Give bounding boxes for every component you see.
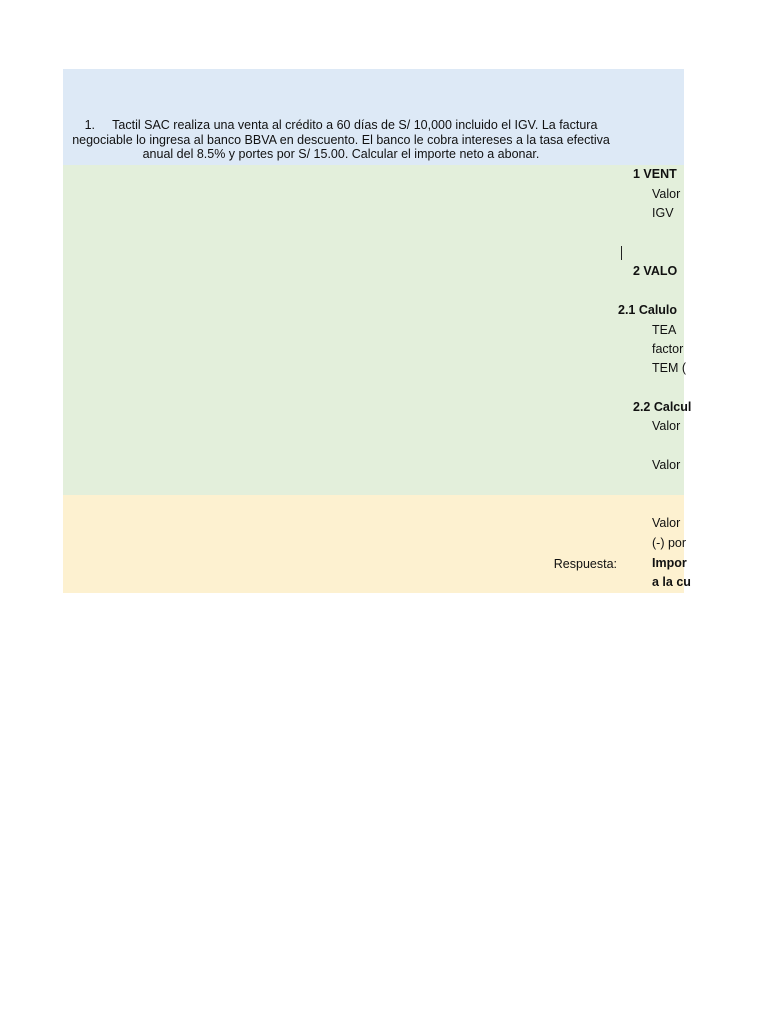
problem-statement: 1. Tactil SAC realiza una venta al crédito a 60 días de S/ 10,000 incluido el IGV. La factura negociable lo ingresa al banco BBVA en descuento. El banco le cobra intereses a la tasa efectiva anual del 8.5% y portes por S/ 15.00. Calcular el importe neto a abonar. <box>72 118 610 162</box>
tem-label: TEM ( <box>652 361 687 375</box>
answer-label: Respuesta: <box>553 557 617 571</box>
igv-label: IGV <box>652 206 674 220</box>
valor-venta-label: Valor <box>652 187 681 201</box>
calc-tem-heading: 2.1 Calulo <box>618 303 678 317</box>
answer-band <box>63 495 687 593</box>
valor-descontado-label: Valor <box>652 458 681 472</box>
valor-nominal-label: Valor <box>652 419 681 433</box>
tea-label: TEA <box>652 323 677 337</box>
answer-valor-label: Valor <box>652 516 681 530</box>
answer-importe-label: Impor <box>652 556 687 570</box>
calc-valor-heading: 2.2 Calcul <box>633 400 692 414</box>
venta-heading: 1 VENT <box>633 167 677 181</box>
answer-portes-label: (-) por <box>652 536 687 550</box>
text-cursor <box>621 246 622 260</box>
spreadsheet-area <box>63 69 692 593</box>
valor-heading: 2 VALO <box>633 264 678 278</box>
factor-label: factor <box>652 342 684 356</box>
answer-cuenta-label: a la cu <box>652 575 691 589</box>
calculation-band <box>63 165 687 495</box>
